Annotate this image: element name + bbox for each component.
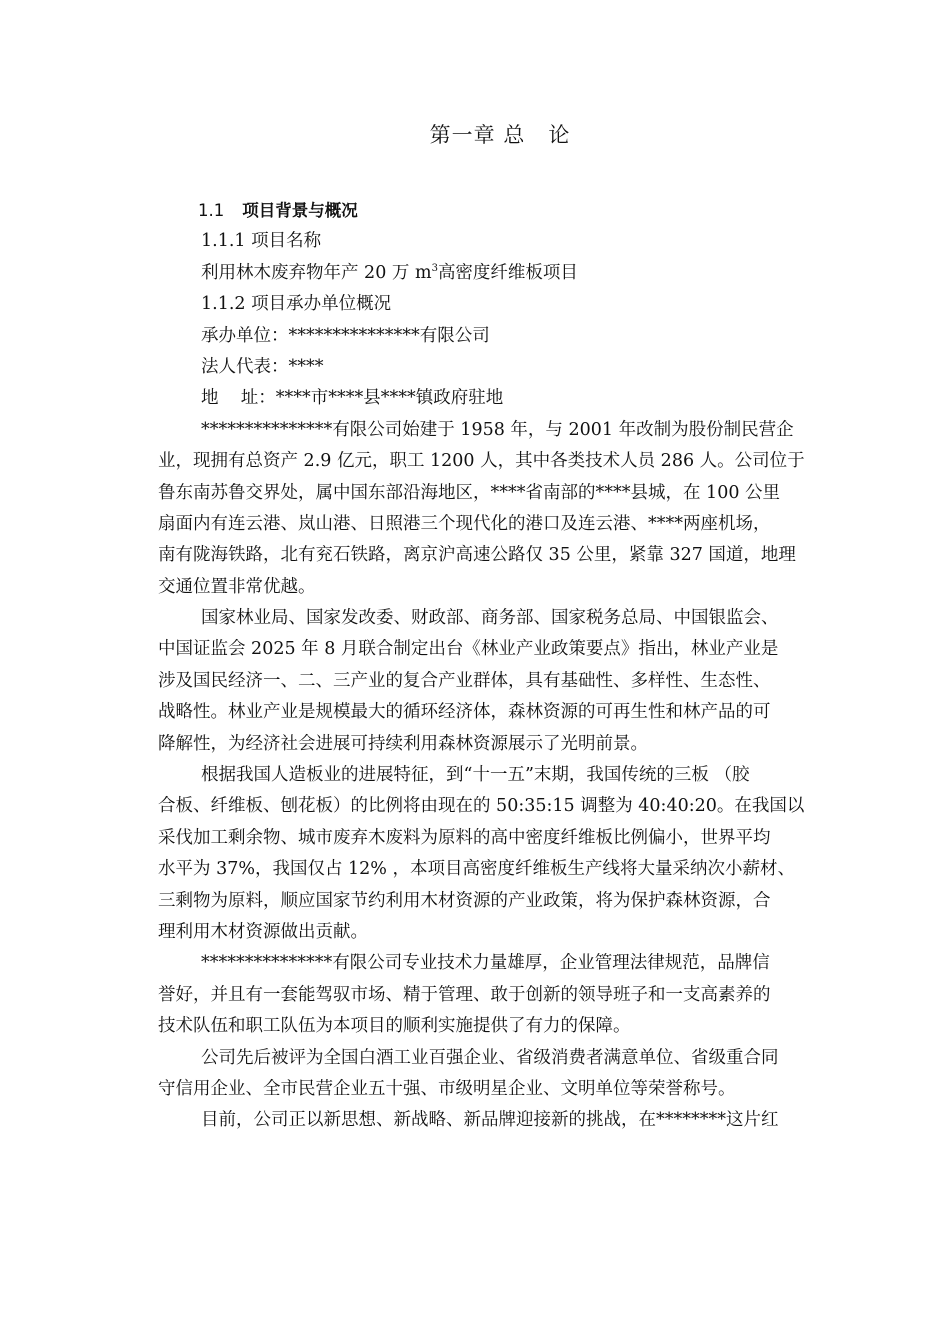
- paragraph-line: 降解性，为经济社会进展可持续利用森林资源展示了光明前景。: [158, 733, 648, 754]
- paragraph: [158, 760, 838, 948]
- paragraph: [158, 415, 838, 603]
- section-number: 1.1: [198, 201, 225, 220]
- paragraph-line: 扇面内有连云港、岚山港、日照港三个现代化的港口及连云港、****两座机场，: [158, 513, 771, 534]
- section-heading: [158, 195, 838, 226]
- paragraph-line: 南有陇海铁路，北有兖石铁路，离京沪高速公路仅 35 公里，紧靠 327 国道，地理: [158, 545, 796, 566]
- body-paragraphs: [158, 415, 838, 1137]
- paragraph-line: ***************有限公司专业技术力量雄厚，企业管理法律规范，品牌信: [201, 953, 770, 974]
- paragraph-line: 战略性。林业产业是规模最大的循环经济体，森林资源的可再生性和林产品的可: [158, 702, 771, 723]
- paragraph-line: 涉及国民经济一、二、三产业的复合产业群体，具有基础性、多样性、生态性、: [158, 670, 771, 691]
- chapter-title: 第一章 总 论: [429, 123, 571, 147]
- paragraph: [158, 1105, 838, 1136]
- paragraph-line: 技术队伍和职工队伍为本项目的顺利实施提供了有力的保障。: [158, 1016, 631, 1037]
- project-name-text: 利用林木废弃物年产 20 万 m: [201, 262, 432, 283]
- paragraph: [158, 1043, 838, 1106]
- paragraph-line: ***************有限公司始建于 1958 年，与 2001 年改制为股份制民营企: [201, 419, 794, 440]
- document-body: [158, 195, 838, 1137]
- paragraph-line: 国家林业局、国家发改委、财政部、商务部、国家税务总局、中国银监会、: [201, 608, 779, 629]
- paragraph-line: 合板、纤维板、刨花板）的比例将由现在的 50:35:15 调整为 40:40:20。在我国以: [158, 796, 805, 817]
- host-unit: 承办单位：***************有限公司: [201, 325, 490, 346]
- paragraph-line: 中国证监会 2025 年 8 月联合制定出台《林业产业政策要点》指出，林业产业是: [158, 639, 779, 660]
- paragraph: [158, 603, 838, 760]
- paragraph-line: 鲁东南苏鲁交界处，属中国东部沿海地区，****省南部的****县城，在 100 公里: [158, 482, 781, 503]
- paragraph-line: 水平为 37%，我国仅占 12% ，本项目高密度纤维板生产线将大量采纳次小薪材、: [158, 859, 795, 880]
- paragraph-line: 誉好，并且有一套能驾驭市场、精于管理、敢于创新的领导班子和一支高素养的: [158, 984, 771, 1005]
- legal-representative: 法人代表：****: [201, 356, 324, 377]
- project-name-suffix: 高密度纤维板项目: [437, 262, 578, 283]
- project-name: [158, 258, 838, 289]
- paragraph-line: 业，现拥有总资产 2.9 亿元，职工 1200 人，其中各类技术人员 286 人。公司位于: [158, 451, 805, 472]
- section-title: 项目背景与概况: [242, 201, 358, 220]
- paragraph: [158, 948, 838, 1042]
- paragraph-line: 采伐加工剩余物、城市废弃木废料为原料的高中密度纤维板比例偏小，世界平均: [158, 827, 771, 848]
- address: 地 址：****市****县****镇政府驻地: [201, 388, 504, 409]
- paragraph-line: 公司先后被评为全国白酒工业百强企业、省级消费者满意单位、省级重合同: [201, 1047, 779, 1068]
- paragraph-line: 交通位置非常优越。: [158, 576, 316, 597]
- subsection-unit-overview: 1.1.2 项目承办单位概况: [201, 294, 392, 315]
- paragraph-line: 根据我国人造板业的进展特征，到“十一五”末期，我国传统的三板 （胶: [201, 765, 750, 786]
- paragraph-line: 三剩物为原料，顺应国家节约利用木材资源的产业政策，将为保护森林资源，合: [158, 890, 771, 911]
- paragraph-line: 守信用企业、全市民营企业五十强、市级明星企业、文明单位等荣誉称号。: [158, 1078, 736, 1099]
- project-name-superscript: 3: [431, 262, 438, 274]
- subsection-project-name: 1.1.1 项目名称: [201, 231, 322, 252]
- paragraph-line: 目前，公司正以新思想、新战略、新品牌迎接新的挑战，在********这片红: [201, 1110, 779, 1131]
- paragraph-line: 理利用木材资源做出贡献。: [158, 921, 368, 942]
